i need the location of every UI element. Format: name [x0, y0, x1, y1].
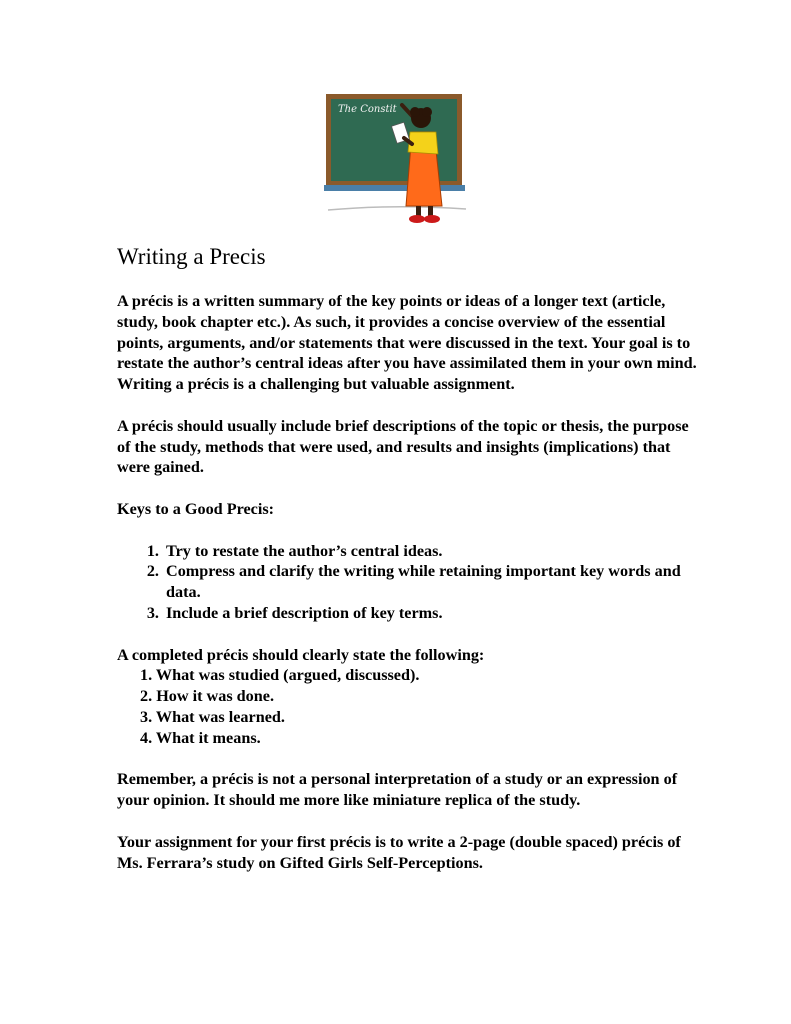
assignment-paragraph: Your assignment for your first précis is to write a 2-page (double spaced) précis of Ms. Ferrara’s study on Gifted Girls Self-Perceptions. — [117, 832, 681, 872]
chalkboard-writing: The Constit — [338, 104, 397, 115]
keys-list — [117, 541, 697, 624]
remember-paragraph: Remember, a précis is not a personal interpretation of a study or an expression of your opinion. It should me more like miniature replica of the study. — [117, 770, 678, 810]
completed-list-item: 3. What was learned. — [140, 707, 285, 726]
keys-list-item: 1. Try to restate the author’s central ideas. — [163, 541, 697, 562]
teacher-chalkboard-icon — [324, 88, 469, 228]
completed-heading: A completed précis should clearly state the following: — [117, 645, 485, 664]
page-title: Writing a Precis — [117, 244, 266, 269]
completed-list-item: 4. What it means. — [140, 728, 261, 747]
document-body — [117, 291, 697, 894]
intro-paragraph: A précis is a written summary of the key points or ideas of a longer text (article, study, book chapter etc.). As such, it provides a concise overview of the essential points, arguments, and/or statements that were discussed in the text. Your goal is to restate the author’s central ideas after you have assimilated them in your own mind. Writing a précis is a challenging but valuable assignment. — [117, 292, 697, 394]
completed-list-item: 2. How it was done. — [140, 687, 275, 706]
teacher-chalkboard-clipart — [324, 88, 469, 228]
completed-list — [117, 665, 697, 748]
completed-list-item: 1. What was studied (argued, discussed). — [140, 666, 420, 685]
keys-list-item: 3. Include a brief description of key terms. — [163, 603, 697, 624]
include-paragraph: A précis should usually include brief descriptions of the topic or thesis, the purpose of the study, methods that were used, and results and insights (implications) that were gained. — [117, 416, 689, 477]
keys-list-item: 2. Compress and clarify the writing while retaining important key words and data. — [163, 561, 697, 603]
keys-heading: Keys to a Good Precis: — [117, 499, 275, 518]
